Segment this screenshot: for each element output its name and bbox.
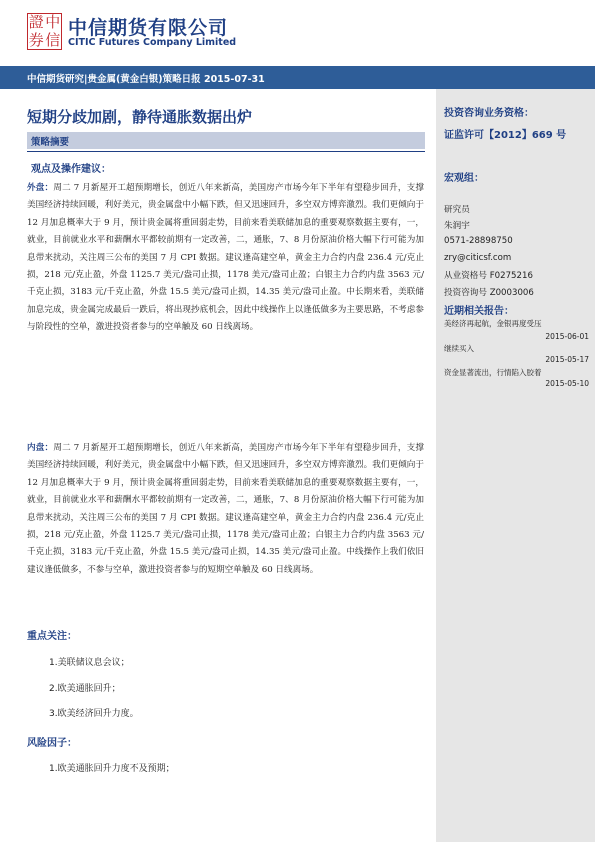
related-report-date: 2015-05-17 [545,355,589,364]
label-outer: 外盘： [27,183,54,193]
contact-line: zry@citicsf.com [444,253,512,263]
related-report-link[interactable]: 继续买入 [444,344,474,353]
heading-risk: 风险因子： [27,738,77,749]
company-name-en: CITIC Futures Company Limited [68,37,237,48]
logo-char: 信 [45,30,61,49]
related-report-date: 2015-05-10 [545,379,589,388]
company-logo [27,13,62,50]
list-item: 2.欧美通胀回升； [49,684,121,694]
heading-related-reports: 近期相关报告： [444,306,514,317]
related-report-link[interactable]: 美经济再起航，金银再度受压 [444,319,542,328]
contact-line: 0571-28898750 [444,236,513,246]
divider [27,151,425,152]
label-inner: 内盘： [27,443,54,453]
report-title: 短期分歧加剧，静待通胀数据出炉 [27,108,253,126]
license-number: 证监许可【2012】669 号 [444,130,567,141]
related-report-link[interactable]: 资金显著流出，行情陷入胶着 [444,368,542,377]
logo-char: 證 [28,13,44,31]
report-series-title: 中信期货研究|贵金属(黄金白银)策略日报 2015-07-31 [27,74,265,85]
list-item: 1.美联储议息会议； [49,658,130,668]
section-label-summary: 策略摘要 [31,137,70,148]
heading-view: 观点及操作建议： [31,164,111,175]
section-bar [27,132,425,149]
text-outer: 周二 7 月新屋开工超预期增长，创近八年来新高，美国房产市场今年下半年有望稳步回升，支撑美国经济持续回暖，利好美元，贵金属盘中小幅下跌，但又迅速回升，多空双方博弈激烈。我们更倾向于 12 月加息概率大于 9 月，预计贵金属将重回弱走势，目前来看美联储加息的重要观察数据主要有，一，就业，目前就业水平和薪酬水平都较前期有一定改善，二，通胀，7、8 月份原油价格大幅下行可能为加息带来扰动，关注周三公布的美国 7 月 CPI 数据。建议逢高建空单，黄金主力合约内盘 236.4 元/克止损，218 元/克止盈，外盘 1125.7 美元/盎司止损，1178 美元/盎司止盈；白银主力合约内盘 3563 元/千克止损，3183 元/千克止盈，外盘 15.5 美元/盎司止损，14.35 美元/盎司止盈。中长期来看，美联储加息完成，贵金属完成最后一跌后，将出现抄底机会，因此中线操作上以逢低做多为主要思路，不考虑参与阶段性的空单，激进投资者参与的空单触及 60 日线离场。 [27,183,424,333]
logo-char: 券 [28,30,44,49]
contact-line: 从业资格号 F0275216 [444,271,533,281]
paragraph-inner [27,440,424,579]
contact-line: 研究员 [444,205,470,215]
contact-line: 投资咨询号 Z0003006 [444,288,534,298]
company-name-cn: 中信期货有限公司 [68,17,229,39]
related-report-date: 2015-06-01 [545,332,589,341]
text-inner: 周二 7 月新屋开工超预期增长，创近八年来新高，美国房产市场今年下半年有望稳步回升，支撑美国经济持续回暖，利好美元，贵金属盘中小幅下跌，但又迅速回升，多空双方博弈激烈。我们更倾向于 12 月加息概率大于 9 月，预计贵金属将重回弱走势，目前来看美联储加息的重要观察数据主要有，一，就业，目前就业水平和薪酬水平都较前期有一定改善，二，通胀，7、8 月份原油价格大幅下行可能为加息带来扰动，关注周三公布的美国 7 月 CPI 数据。建议逢高建空单，黄金主力合约内盘 236.4 元/克止损，218 元/克止盈，外盘 1125.7 美元/盎司止损，1178 美元/盎司止盈；白银主力合约内盘 3563 元/千克止损，3183 元/千克止盈，外盘 15.5 美元/盎司止损，14.35 美元/盎司止盈。中线操作上我们依旧建议逢低做多，不参与空单，激进投资者参与的短期空单触及 60 日线离场。 [27,443,424,575]
paragraph-outer [27,180,424,337]
list-item: 3.欧美经济回升力度。 [49,709,139,719]
heading-macro-team: 宏观组： [444,173,484,184]
logo-char: 中 [45,13,61,31]
heading-qualification: 投资咨询业务资格： [444,108,534,119]
list-item: 1.欧美通胀回升力度不及预期； [49,764,175,774]
contact-line: 朱润宇 [444,221,470,231]
sidebar-panel [436,89,595,842]
heading-focus: 重点关注： [27,631,77,642]
